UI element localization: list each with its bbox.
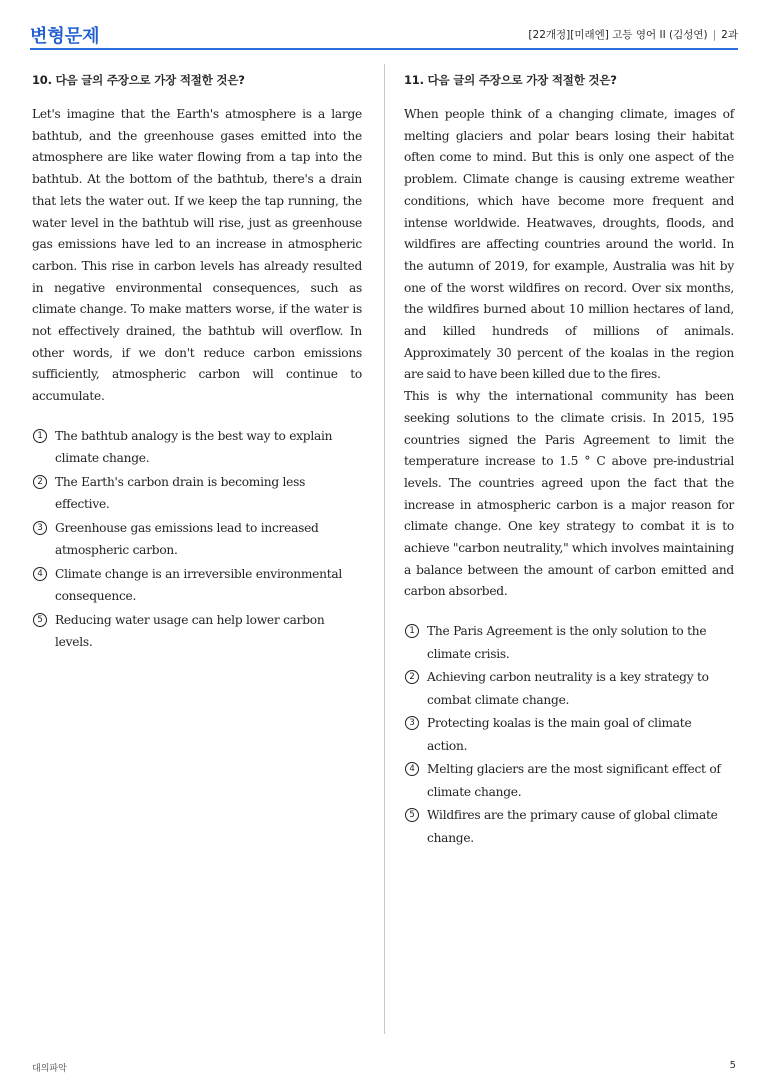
header-brand: 변형문제 xyxy=(30,26,100,47)
choice-text: Wildfires are the primary cause of global climate change. xyxy=(427,808,718,845)
column-divider xyxy=(384,64,385,1034)
question-10-choices xyxy=(32,425,362,654)
choice-number: 1 xyxy=(405,624,419,638)
question-10 xyxy=(32,72,362,655)
choice-number: 4 xyxy=(405,762,419,776)
header-lesson: 2과 xyxy=(721,29,738,41)
choice-item[interactable] xyxy=(404,620,734,665)
header-course: [22개정][미래엔] 고등 영어 II (김성연) xyxy=(528,29,708,41)
choice-item[interactable] xyxy=(404,758,734,803)
passage-paragraph: This is why the international community has been seeking solutions to the climate crisis. In 2015, 195 countries signed the Paris Agreement to limit the temperature increase to 1.5 ° C above pre-industrial levels. The countries agreed upon the fact that the increase in atmospheric carbon is a major reason for climate change. One key strategy to combat it is to achieve "carbon neutrality," which involves maintaining a balance between the amount of carbon emitted and carbon absorbed. xyxy=(404,389,734,599)
choice-item[interactable] xyxy=(404,666,734,711)
choice-number: 4 xyxy=(33,567,47,581)
page-number: 5 xyxy=(729,1060,736,1071)
choice-item[interactable] xyxy=(32,425,362,470)
choice-item[interactable] xyxy=(32,563,362,608)
choice-text: The bathtub analogy is the best way to explain climate change. xyxy=(55,428,333,466)
choice-number: 2 xyxy=(405,670,419,684)
choice-number: 3 xyxy=(405,716,419,730)
choice-text: Protecting koalas is the main goal of climate action. xyxy=(427,716,692,753)
choice-text: Reducing water usage can help lower carbon levels. xyxy=(55,612,325,650)
choice-text: The Earth's carbon drain is becoming less effective. xyxy=(55,474,306,512)
choice-item[interactable] xyxy=(32,517,362,562)
choice-number: 5 xyxy=(33,613,47,627)
choice-text: Melting glaciers are the most significant effect of climate change. xyxy=(427,762,721,799)
question-10-passage xyxy=(32,104,362,408)
question-11-passage xyxy=(404,104,734,603)
choice-item[interactable] xyxy=(32,471,362,516)
choice-item[interactable] xyxy=(404,804,734,849)
choice-text: The Paris Agreement is the only solution to the climate crisis. xyxy=(427,624,707,661)
choice-text: Climate change is an irreversible environmental consequence. xyxy=(55,566,343,604)
choice-text: Achieving carbon neutrality is a key strategy to combat climate change. xyxy=(427,670,709,707)
choice-text: Greenhouse gas emissions lead to increased atmospheric carbon. xyxy=(55,520,319,558)
choice-number: 5 xyxy=(405,808,419,822)
question-11 xyxy=(404,72,734,850)
question-11-choices xyxy=(404,620,734,849)
question-10-title: 10. 다음 글의 주장으로 가장 적절한 것은? xyxy=(32,73,245,87)
footer-publisher: 대의파악 xyxy=(32,1064,67,1074)
question-11-title: 11. 다음 글의 주장으로 가장 적절한 것은? xyxy=(404,73,617,87)
choice-number: 2 xyxy=(33,475,47,489)
passage-paragraph: When people think of a changing climate, images of melting glaciers and polar bears losing their habitat often come to mind. But this is only one aspect of the problem. Climate change is causing extreme weather conditions, which have become more frequent and intense worldwide. Heatwaves, droughts, floods, and wildfires are affecting countries around the world. In the autumn of 2019, for example, Australia was hit by one of the worst wildfires on record. Over six months, the wildfires burned about 10 million hectares of land, and killed hundreds of millions of animals. Approximately 30 percent of the koalas in the region are said to have been killed due to the fires. xyxy=(404,107,734,382)
choice-item[interactable] xyxy=(404,712,734,757)
choice-number: 1 xyxy=(33,429,47,443)
passage-paragraph: Let's imagine that the Earth's atmosphere is a large bathtub, and the greenhouse gases emitted into the atmosphere are like water flowing from a tap into the bathtub. At the bottom of the bathtub, there's a drain that lets the water out. If we keep the tap running, the water level in the bathtub will rise, just as greenhouse gas emissions have led to an increase in atmospheric carbon. This rise in carbon levels has already resulted in negative environmental consequences, such as climate change. To make matters worse, if the water is not effectively drained, the bathtub will overflow. In other words, if we don't reduce carbon emissions sufficiently, atmospheric carbon will continue to accumulate. xyxy=(32,107,362,404)
choice-item[interactable] xyxy=(32,609,362,654)
choice-number: 3 xyxy=(33,521,47,535)
header-info xyxy=(528,27,738,42)
header-separator: | xyxy=(712,29,717,41)
page-header xyxy=(30,18,738,50)
